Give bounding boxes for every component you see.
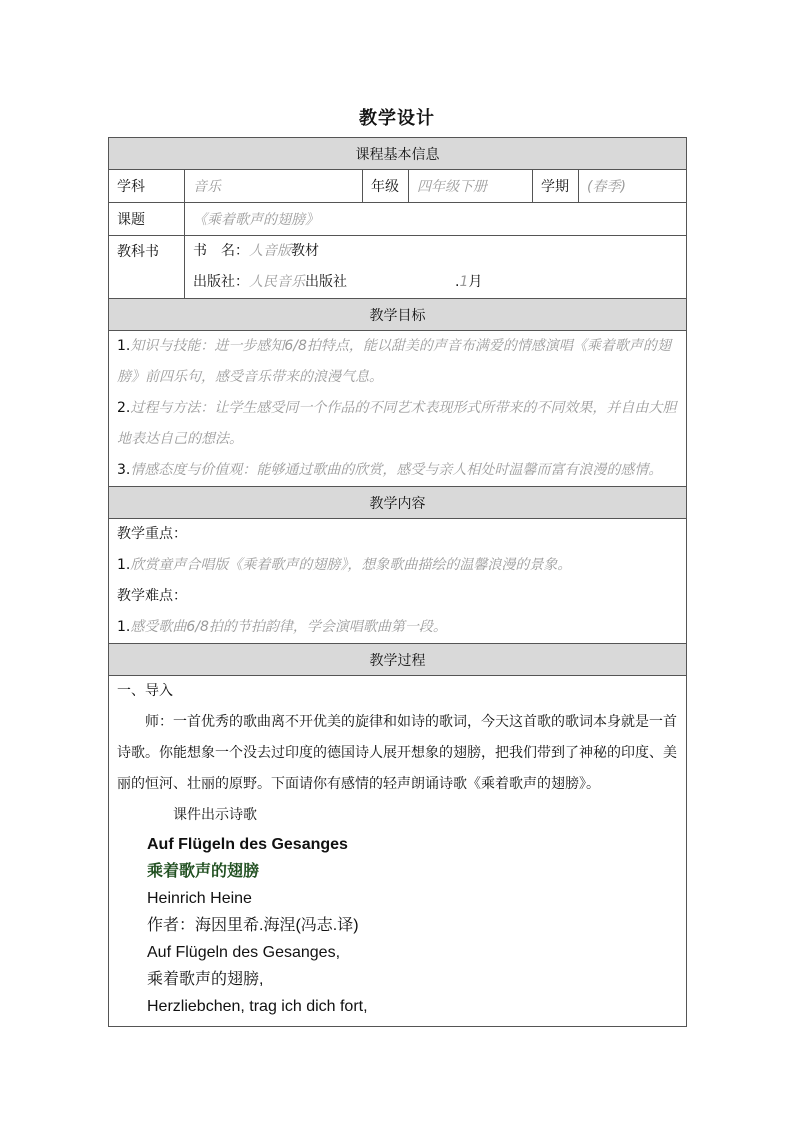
date-dot: . [455,274,460,290]
publisher-suffix: 出版社 [305,274,347,290]
key-point-text: 欣赏童声合唱版《乘着歌声的翅膀》，想象歌曲描绘的温馨浪漫的景象。 [130,557,572,573]
grade-value: 四年级下册 [409,170,533,203]
book-name-value: 人音版 [249,243,291,259]
difficulty-item [117,612,678,643]
textbook-row [109,236,687,299]
process-details [109,676,687,1027]
topic-value: 《乘着歌声的翅膀》 [185,203,687,236]
goal-item [117,455,678,486]
key-point-item [117,550,678,581]
section-title: 教学目标 [109,299,687,331]
goal-number: 3. [117,462,131,478]
document-title: 教学设计 [359,108,435,129]
difficulty-number: 1. [117,619,131,635]
process-row [109,676,687,1027]
poem-line: Auf Flügeln des Gesanges, [147,944,341,961]
section-header-goals [109,299,687,331]
goal-number: 2. [117,400,131,416]
teacher-paragraph: 师：一首优秀的歌曲离不开优美的旋律和如诗的歌词，今天这首歌的歌词本身就是一首诗歌。你能想象一个没去过印度的德国诗人展开想象的翅膀，把我们带到了神秘的印度、美丽的恒河、壮丽的原野。下面请你有感情的轻声朗诵诗歌《乘着歌声的翅膀》。 [117,714,677,792]
goals-row [109,331,687,487]
term-label: 学期 [533,170,579,203]
date-month-number: 1 [459,274,469,290]
publisher-value: 人民音乐 [249,274,305,290]
book-name-suffix: 教材 [291,243,319,259]
date-month: 月 [468,274,483,290]
grade-label: 年级 [363,170,409,203]
section-title: 教学过程 [109,644,687,676]
content-row [109,519,687,644]
textbook-label: 教科书 [109,236,185,299]
goal-number: 1. [117,338,131,354]
section-header-basic-info [109,138,687,170]
publisher-line [193,267,678,298]
lesson-plan-table [108,137,687,1027]
subject-value: 音乐 [185,170,363,203]
poem-author: Heinrich Heine [147,890,252,907]
poem-translator: 作者：海因里希.海涅(冯志.译) [147,917,359,934]
section-title: 教学内容 [109,487,687,519]
goal-item [117,393,678,455]
topic-label: 课题 [109,203,185,236]
subject-label: 学科 [109,170,185,203]
courseware-note: 课件出示诗歌 [173,807,257,823]
section-title: 课程基本信息 [109,138,687,170]
goals-list [109,331,687,487]
content-details [109,519,687,644]
step-heading: 一、导入 [117,683,173,699]
subject-row [109,170,687,203]
difficulty-text: 感受歌曲6/8拍的节拍韵律，学会演唱歌曲第一段。 [130,619,447,635]
section-header-content [109,487,687,519]
publisher-prefix: 出版社： [193,274,249,290]
goal-text: 情感态度与价值观：能够通过歌曲的欣赏，感受与亲人相处时温馨而富有浪漫的感情。 [130,462,663,478]
poem-block [117,831,678,1020]
goal-item [117,331,678,393]
book-name-line [193,236,678,267]
poem-title-german: Auf Flügeln des Gesanges [147,836,348,853]
key-points-label: 教学重点： [117,526,187,542]
goal-text: 过程与方法：让学生感受同一个作品的不同艺术表现形式所带来的不同效果，并自由大胆地表达自己的想法。 [117,400,677,447]
book-name-prefix: 书 名： [193,243,249,259]
poem-title-chinese: 乘着歌声的翅膀 [147,863,260,880]
difficulty-label: 教学难点： [117,588,187,604]
poem-line: 乘着歌声的翅膀, [147,971,264,988]
poem-line: Herzliebchen, trag ich dich fort, [147,998,368,1015]
section-header-process [109,644,687,676]
textbook-details [185,236,687,299]
topic-row [109,203,687,236]
key-point-number: 1. [117,557,131,573]
term-value: (春季) [579,170,687,203]
goal-text: 知识与技能：进一步感知6/8拍特点，能以甜美的声音布满爱的情感演唱《乘着歌声的翅膀》前四乐句，感受音乐带来的浪漫气息。 [117,338,671,385]
